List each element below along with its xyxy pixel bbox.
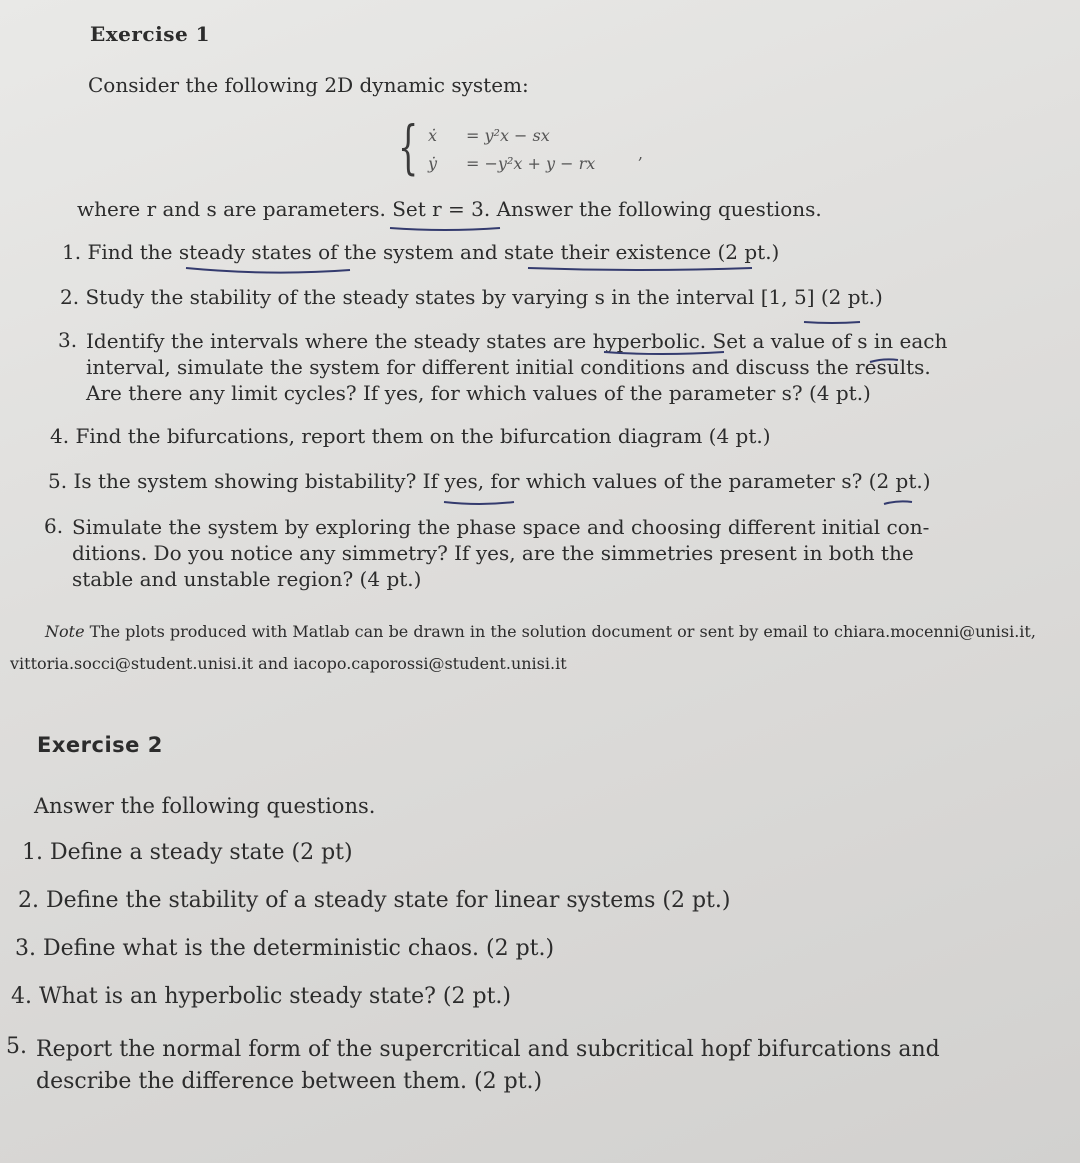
ex2-q2-text: Define the stability of a steady state for linear systems (2 pt.) [46, 888, 731, 913]
ex1-q6-line2: ditions. Do you notice any simmetry? If yes, are the simmetries present in both the [72, 541, 914, 565]
ex1-q3-line1: Identify the intervals where the steady states are hyperbolic. Set a value of s in each [86, 329, 948, 353]
underline-hyperbolic [604, 352, 724, 354]
parameters-line: where r and s are parameters. Set r = 3. Answer the following questions. [77, 197, 822, 221]
ex2-q3-number: 3. [15, 936, 36, 961]
exercise1-intro: Consider the following 2D dynamic system: [88, 73, 529, 97]
ex1-q4-number: 4. [50, 424, 70, 448]
ex2-q4-number: 4. [11, 984, 32, 1009]
left-brace: { [398, 113, 419, 181]
underline-set-r [390, 228, 500, 230]
equation-x-rhs: = y²x − sx [466, 126, 550, 145]
exercise2-title: Exercise 2 [37, 733, 163, 757]
ex2-q4-text: What is an hyperbolic steady state? (2 pt.) [39, 984, 512, 1009]
equation-comma: , [638, 144, 644, 163]
ex2-q2-number: 2. [18, 888, 39, 913]
ex2-q5-number: 5. [6, 1034, 27, 1059]
ex1-q4-text: Find the bifurcations, report them on the bifurcation diagram (4 pt.) [75, 424, 771, 448]
ex1-q5-text: Is the system showing bistability? If yes, for which values of the parameter s? (2 pt.) [73, 469, 931, 493]
ex2-q5-line1: Report the normal form of the supercritical and subcritical hopf bifurcations and [36, 1037, 940, 1062]
ex1-q6-line1: Simulate the system by exploring the phase space and choosing different initial con- [72, 515, 930, 539]
exercise2-intro: Answer the following questions. [34, 794, 376, 818]
equation-x-lhs: ẋ [428, 126, 438, 145]
ex2-q3-text: Define what is the deterministic chaos. (2 pt.) [43, 936, 555, 961]
mark-s [884, 501, 912, 504]
ex1-q1-text: Find the steady states of the system and state their existence (2 pt.) [87, 240, 780, 264]
ex2-q1-text: Define a steady state (2 pt) [50, 840, 353, 865]
mark-the [870, 359, 898, 362]
underline-interval [804, 322, 860, 323]
ex1-q6-number: 6. [44, 514, 64, 538]
ex1-q5-number: 5. [48, 469, 68, 493]
ex1-q2-text: Study the stability of the steady states by varying s in the interval [1, 5] (2 pt.) [85, 285, 883, 309]
equation-y-lhs: ẏ [428, 154, 438, 173]
note-text-1: The plots produced with Matlab can be drawn in the solution document or sent by email to chiara.mocenni@unisi.it, [89, 622, 1036, 641]
note-line-2: vittoria.socci@student.unisi.it and iacopo.caporossi@student.unisi.it [10, 654, 567, 673]
ex1-q3-number: 3. [58, 328, 78, 352]
exercise1-title: Exercise 1 [90, 22, 211, 46]
ex1-q2-number: 2. [60, 285, 80, 309]
ex2-q1-number: 1. [22, 840, 43, 865]
underline-steady-states [186, 268, 350, 273]
ex1-q3-line3: Are there any limit cycles? If yes, for which values of the parameter s? (4 pt.) [86, 381, 871, 405]
underline-existence [528, 268, 752, 270]
ex1-q1-number: 1. [62, 240, 82, 264]
note-label: Note [45, 622, 85, 641]
ex1-q3-line2: interval, simulate the system for different initial conditions and discuss the results. [86, 355, 931, 379]
ex2-q5-line2: describe the difference between them. (2 pt.) [36, 1069, 543, 1094]
underline-if-yes [444, 502, 514, 504]
ex1-q6-line3: stable and unstable region? (4 pt.) [72, 567, 422, 591]
equation-y-rhs: = −y²x + y − rx [466, 154, 596, 173]
